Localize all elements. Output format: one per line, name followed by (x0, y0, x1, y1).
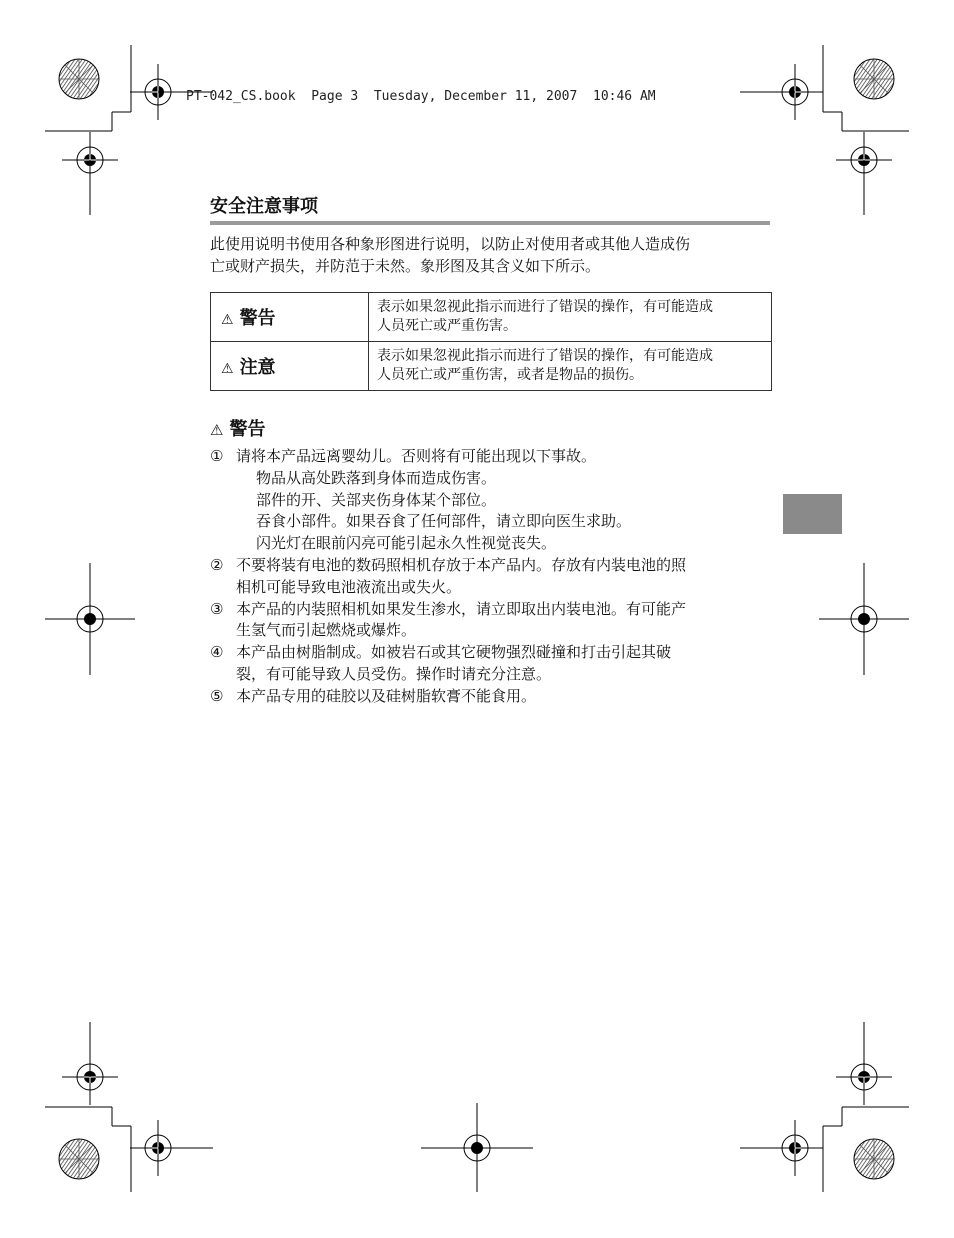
warning-item-1 (210, 446, 772, 468)
warning-sub-item: 部件的开、关部夹伤身体某个部位。 (256, 490, 497, 509)
intro-paragraph (210, 233, 772, 277)
legend-description-cell (369, 342, 772, 391)
warning-heading (210, 418, 772, 442)
circled-number: ⑤ (210, 686, 224, 705)
warning-item-5 (210, 686, 772, 708)
legend-row-warning (211, 293, 772, 342)
intro-line: 此使用说明书使用各种象形图进行说明，以防止对使用者或其他人造成伤 (210, 235, 691, 253)
warning-list (210, 446, 772, 708)
side-tab-marker (783, 494, 842, 534)
circled-number: ③ (210, 599, 224, 618)
legend-label-cell (211, 293, 369, 342)
book-header-line: PT-042_CS.book Page 3 Tuesday, December 11, 2007 10:46 AM (186, 89, 656, 104)
legend-label-cell (211, 342, 369, 391)
circled-number: ② (210, 555, 224, 574)
warning-line: 裂，有可能导致人员受伤。操作时请充分注意。 (236, 664, 552, 683)
legend-description-cell (369, 293, 772, 342)
legend-label: 注意 (239, 357, 276, 378)
warning-sub-item: 物品从高处跌落到身体而造成伤害。 (256, 468, 497, 487)
page-content (210, 194, 772, 708)
warning-line: 不要将装有电池的数码照相机存放于本产品内。存放有内装电池的照 (236, 555, 687, 574)
legend-description-line: 表示如果忽视此指示而进行了错误的操作，有可能造成 (377, 299, 713, 315)
warning-sub-item: 吞食小部件。如果吞食了任何部件，请立即向医生求助。 (256, 512, 632, 531)
warning-line: 本产品专用的硅胶以及硅树脂软膏不能食用。 (236, 686, 537, 705)
legend-description-line: 人员死亡或严重伤害。 (377, 318, 517, 334)
warning-triangle-icon: ⚠ (221, 361, 234, 377)
warning-triangle-icon: ⚠ (221, 312, 234, 328)
legend-description-line: 表示如果忽视此指示而进行了错误的操作，有可能造成 (377, 348, 713, 364)
warning-line: 生氢气而引起燃烧或爆炸。 (236, 621, 417, 640)
warning-item-4 (210, 642, 772, 686)
warning-item-2 (210, 555, 772, 599)
warning-triangle-icon: ⚠ (210, 421, 224, 439)
legend-description-line: 人员死亡或严重伤害，或者是物品的损伤。 (377, 367, 643, 383)
warning-line: 本产品的内装照相机如果发生渗水，请立即取出内装电池。有可能产 (236, 599, 687, 618)
title-rule (210, 221, 770, 225)
circled-number: ① (210, 447, 224, 465)
warning-line: 本产品由树脂制成。如被岩石或其它硬物强烈碰撞和打击引起其破 (236, 643, 672, 662)
legend-label: 警告 (239, 308, 276, 329)
circled-number: ④ (210, 643, 224, 662)
warning-heading-label: 警告 (229, 419, 266, 440)
legend-row-caution (211, 342, 772, 391)
warning-line: 请将本产品远离婴幼儿。否则将有可能出现以下事故。 (236, 447, 597, 465)
warning-line: 相机可能导致电池液流出或失火。 (236, 577, 462, 596)
warning-item-3 (210, 599, 772, 643)
warning-sub-item: 闪光灯在眼前闪亮可能引起永久性视觉丧失。 (256, 534, 557, 553)
symbol-legend-table (210, 292, 772, 391)
section-title: 安全注意事项 (210, 196, 318, 217)
intro-line: 亡或财产损失，并防范于未然。象形图及其含义如下所示。 (210, 257, 601, 275)
